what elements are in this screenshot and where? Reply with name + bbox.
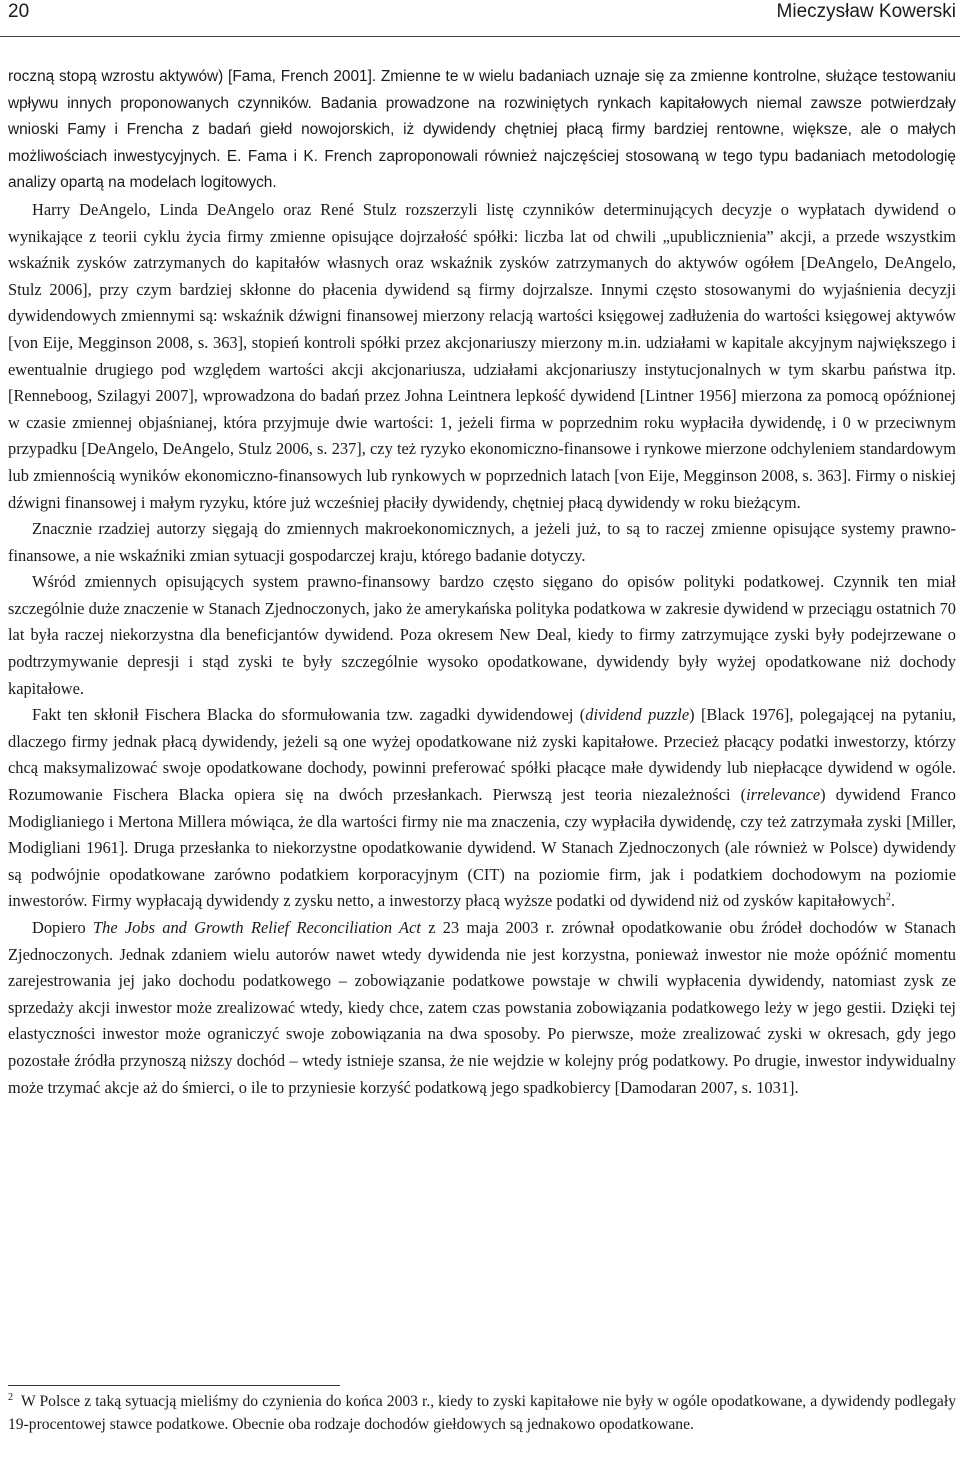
running-header-author: Mieczysław Kowerski bbox=[776, 1, 956, 22]
paragraph-2: Harry DeAngelo, Linda DeAngelo oraz René Stulz rozszerzyli listę czynników determinujących decyzje o wypłatach dywidend o wynikające z teorii cyklu życia firmy zmienne opisujące dojrzałość spółki: liczba lat od chwili „upublicznienia” akcji, a przede wszystkim wskaźnik zysków zatrzymanych do kapitałów własnych oraz wskaźnik zysków zatrzymanych do aktywów ogółem [DeAngelo, DeAngelo, Stulz 2006], przy czym bardziej skłonne do płacenia dywidend są firmy dojrzalsze. Innymi często stosowanymi do wyjaśnienia decyzji dywidendowych zmiennymi są: wskaźnik dźwigni finansowej mierzony relacją wartości księgowej zadłużenia do wartości księgowej aktywów [von Eije, Megginson 2008, s. 363], stopień kontroli spółki przez akcjonariuszy mierzony m.in. udziałami w kapitale akcyjnym największego i ewentualnie drugiego pod względem wartości akcji akcjonariusza, udziałami akcjonariuszy instytucjonalnych w tym skarbu państwa itp. [Renneboog, Szilagyi 2007], wprowadzona do badań przez Johna Leintnera lepkość dywidend [Lintner 1956] mierzona za pomocą opóźnionej w czasie zmiennej objaśnianej, która przyjmuje dwie wartości: 1, jeżeli firma w poprzednim roku wypłaciła dywidendę, i 0 w przeciwnym przypadku [DeAngelo, DeAngelo, Stulz 2006, s. 237], czy też ryzyko ekonomiczno-finansowe i rynkowe mierzone odchyleniem standardowym lub zmiennością wyników ekonomiczno-finansowych lub rynkowych w poprzednich latach [von Eije, Megginson 2008, s. 363]. Firmy o niskiej dźwigni finansowej i małym ryzyku, które już wcześniej płaciły dywidendy, chętniej płacą dywidendy w roku bieżącym. bbox=[8, 199, 956, 512]
page-number: 20 bbox=[8, 1, 30, 22]
body-text bbox=[8, 64, 956, 1101]
footnote bbox=[8, 1390, 956, 1437]
header-rule bbox=[0, 36, 960, 37]
paragraph-5-text-c: ) dywidend Franco Modiglianiego i Mertona Millera mówiąca, że dla wartości firmy nie ma znaczenia, czy wypłaciła dywidendę, czy też zatrzymała zyski [Miller, Modigliani 1961]. Druga przesłanka to niekorzystne opodatkowanie dywidend. W Stanach Zjednoczonych (ale również w Polsce) dywidendy są podwójnie opodatkowane zarówno podatkiem korporacyjnym (CIT) na poziomie firm, jak i podatkiem dochodowym na poziomie inwestorów. Firmy wypłacają dywidendy z zysku netto, a inwestorzy płacą wyższe podatki od dywidend niż od zysków kapitałowych bbox=[8, 785, 956, 911]
paragraph-5 bbox=[8, 702, 956, 915]
paragraph-6-text-a: Dopiero bbox=[32, 918, 94, 937]
paragraph-5-text-b: ) [Black 1976], polegającej na pytaniu, dlaczego firmy jednak płacą dywidendy, jeżeli są one wyżej opodatkowane niż zyski kapitałowe. Przecież płacący podatki inwestorzy, którzy chcą maksymalizować swoje opodatkowane dochody, powinni preferować spółki płacące małe dywidendy lub niepłacące dywidend w ogóle. Rozumowanie Fischera Blacka opiera się na dwóch przesłankach. Pierwszą jest teoria niezależności ( bbox=[8, 705, 957, 805]
paragraph-5-text-d: . bbox=[890, 891, 896, 911]
paragraph-6-italic-1: The Jobs and Growth Relief Reconciliation Act bbox=[93, 918, 421, 937]
footnote-mark: 2 bbox=[8, 1391, 13, 1403]
running-header bbox=[8, 0, 956, 30]
paragraph-4: Wśród zmiennych opisujących system prawno-finansowy bardzo często sięgano do opisów polityki podatkowej. Czynnik ten miał szczególnie duże znaczenie w Stanach Zjednoczonych, jako że amerykańska polityka podatkowa w zakresie dywidend w przeciągu ostatnich 70 lat była raczej niekorzystna dla beneficjantów dywidend. Poza okresem New Deal, kiedy to firmy zatrzymujące zyski były podejrzewane o podtrzymywanie depresji i stąd zyski te były szczególnie wysoko opodatkowane, dywidendy były wyżej opodatkowane niż dochody kapitałowe. bbox=[8, 572, 956, 698]
paragraph-3: Znacznie rzadziej autorzy sięgają do zmiennych makroekonomicznych, a jeżeli już, to są to raczej zmienne opisujące systemy prawno-finansowe, a nie wskaźniki zmian sytuacji gospodarczej kraju, którego badanie dotyczy. bbox=[8, 519, 956, 565]
paragraph-5-italic-2: irrelevance bbox=[746, 785, 821, 805]
paragraph-5-italic-1: dividend puzzle bbox=[585, 705, 690, 725]
paragraph-5-text-a: Fakt ten skłonił Fischera Blacka do sformułowania tzw. zagadki dywidendowej ( bbox=[32, 705, 586, 725]
paragraph-6-text-b: z 23 maja 2003 r. zrównał opodatkowanie obu źródeł dochodów w Stanach Zjednoczonych. Jednak zdaniem wielu autorów nawet wtedy dywidenda nie jest korzystna, ponieważ inwestor nie może opóźnić momentu zarejestrowania jej jako dochodu podatkowego – zobowiązanie podatkowe powstaje w chwili wypłacenia dywidendy, natomiast zysk ze sprzedaży akcji inwestor może zrealizować wtedy, kiedy chce, zatem czas powstania zobowiązania podatkowego leży w jego gestii. Dzięki tej elastyczności inwestor może ograniczyć swoje zobowiązania na dwa sposoby. Po pierwsze, może zrealizować zyski w okresach, gdy jego pozostałe źródła przynoszą niższy dochód – wtedy istnieje szansa, że nie wejdzie w kolejny próg podatkowy. Po drugie, inwestor indywidualny może trzymać akcje aż do śmierci, o ile to przyniesie korzyść podatkową jego spadkobiercy [Damodaran 2007, s. 1031]. bbox=[8, 918, 956, 1097]
paragraph-6 bbox=[8, 915, 956, 1101]
paragraph-1-text: roczną stopą wzrostu aktywów) [Fama, French 2001]. Zmienne te w wielu badaniach uznaje się za zmienne kontrolne, służące testowaniu wpływu innych proponowanych czynników. Badania prowadzone na rozwiniętych rynkach kapitałowych niemal zawsze potwierdzały wnioski Famy i Frencha z badań giełd nowojorskich, iż dywidendy chętniej płacą firmy bardziej rentowne, większe, ale o małych możliwościach inwestycyjnych. E. Fama i K. French zaproponowali również najczęściej stosowaną w tego typu badaniach metodologię analizy opartą na modelach logitowych. bbox=[8, 68, 956, 192]
footnote-rule bbox=[8, 1385, 340, 1386]
footnote-reference[interactable]: 2 bbox=[885, 891, 891, 903]
paragraph-1 bbox=[8, 64, 956, 197]
footnote-text: W Polsce z taką sytuacją mieliśmy do czynienia do końca 2003 r., kiedy to zyski kapitałowe nie były w ogóle opodatkowane, a dywidendy podlegały 19-procentowej stawce podatkowe. Obecnie oba rodzaje dochodów giełdowych są jednakowo opodatkowane. bbox=[8, 1393, 956, 1434]
